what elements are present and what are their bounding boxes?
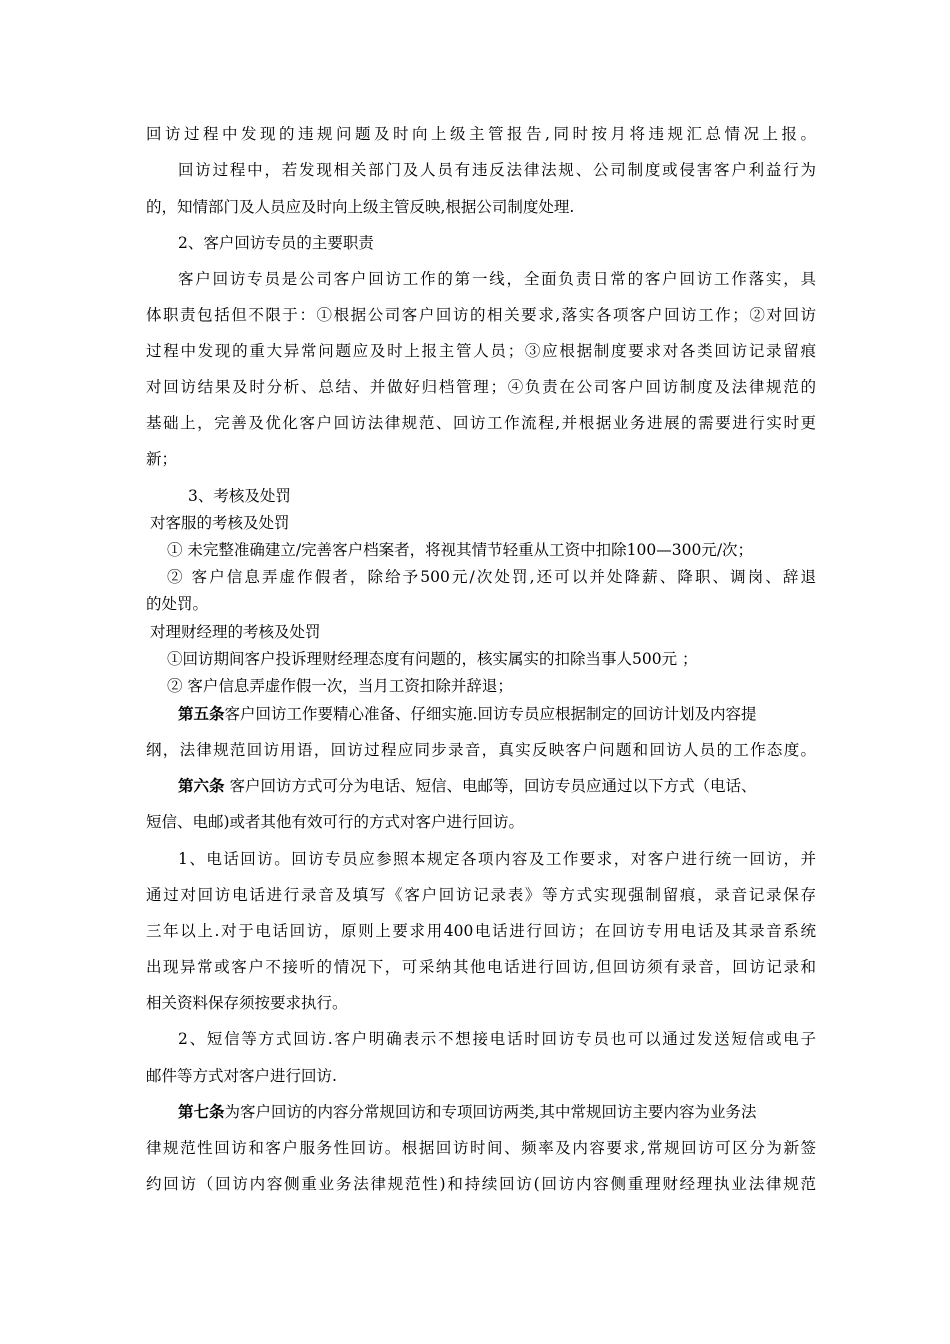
paragraph-line: 新； (146, 450, 178, 468)
paragraph-line: 相关资料保存须按要求执行。 (146, 994, 348, 1012)
list-item: ② 客户信息弄虚作假一次，当月工资扣除并辞退； (167, 677, 513, 695)
paragraph-line: 体职责包括但不限于：①根据公司客户回访的相关要求,落实各项客户回访工作；②对回访 (146, 306, 816, 324)
paragraph-line: 约回访（回访内容侧重业务法律规范性)和持续回访(回访内容侧重理财经理执业法律规范 (146, 1175, 816, 1193)
paragraph-line: 客户回访专员是公司客户回访工作的第一线，全面负责日常的客户回访工作落实，具 (178, 270, 816, 288)
paragraph-line: 纲，法律规范回访用语，回访过程应同步录音，真实反映客户问题和回访人员的工作态度。 (146, 741, 816, 759)
paragraph-line: 客户回访方式可分为电话、短信、电邮等，回访专员应通过以下方式（电话、 (224, 777, 757, 795)
paragraph-line: 通过对回访电话进行录音及填写《客户回访记录表》等方式实现强制留痕，录音记录保存 (146, 886, 816, 904)
article-line (178, 704, 816, 724)
paragraph-line: 1、电话回访。回访专员应参照本规定各项内容及工作要求，对客户进行统一回访，并 (178, 850, 816, 868)
paragraph-line: 基础上，完善及优化客户回访法律规范、回访工作流程,并根据业务进展的需要进行实时更 (146, 414, 816, 432)
subsection-heading: 对理财经理的考核及处罚 (150, 623, 321, 641)
paragraph-line: 律规范性回访和客户服务性回访。根据回访时间、频率及内容要求,常规回访可区分为新签 (146, 1139, 816, 1157)
section-heading: 2、客户回访专员的主要职责 (178, 234, 374, 252)
list-item: ② 客户信息弄虚作假者，除给予500元/次处罚,还可以并处降薪、降职、调岗、辞退 (167, 568, 816, 586)
list-item: ①回访期间客户投诉理财经理态度有问题的，核实属实的扣除当事人500元 ； (167, 650, 698, 668)
paragraph-line: 三年以上.对于电话回访，原则上要求用400电话进行回访；在回访专用电话及其录音系统 (146, 922, 816, 940)
paragraph-line: 对回访结果及时分析、总结、并做好归档管理；④负责在公司客户回访制度及法律规范的 (146, 378, 816, 396)
article-label: 第六条 (178, 776, 225, 795)
paragraph-line: 回访过程中，若发现相关部门及人员有违反法律法规、公司制度或侵害客户利益行为 (178, 161, 816, 179)
section-heading: 3、考核及处罚 (188, 487, 291, 505)
article-line (178, 776, 816, 796)
paragraph-line: 短信、电邮)或者其他有效可行的方式对客户进行回访。 (146, 813, 525, 831)
paragraph-line: 的，知情部门及人员应及时向上级主管反映,根据公司制度处理. (146, 198, 575, 216)
paragraph-line: 客户回访工作要精心准备、仔细实施.回访专员应根据制定的回访计划及内容提 (224, 705, 757, 723)
paragraph-line: 邮件等方式对客户进行回访. (146, 1067, 337, 1085)
paragraph-line: 2、短信等方式回访.客户明确表示不想接电话时回访专员也可以通过发送短信或电子 (178, 1030, 816, 1048)
article-label: 第七条 (178, 1102, 225, 1121)
paragraph-line: 过程中发现的重大异常问题应及时上报主管人员；③应根据制度要求对各类回访记录留痕 (146, 342, 816, 360)
paragraph-line: 为客户回访的内容分常规回访和专项回访两类,其中常规回访主要内容为业务法 (224, 1103, 757, 1121)
article-line (178, 1102, 816, 1122)
list-item: 的处罚。 (146, 595, 209, 613)
list-item: ① 未完整准确建立/完善客户档案者，将视其情节轻重从工资中扣除100—300元/次； (167, 541, 754, 559)
subsection-heading: 对客服的考核及处罚 (150, 514, 290, 532)
paragraph-line: 出现异常或客户不接听的情况下，可采纳其他电话进行回访,但回访须有录音，回访记录和 (146, 958, 816, 976)
article-label: 第五条 (178, 704, 225, 723)
paragraph-line: 回访过程中发现的违规问题及时向上级主管报告,同时按月将违规汇总情况上报。 (146, 125, 816, 143)
